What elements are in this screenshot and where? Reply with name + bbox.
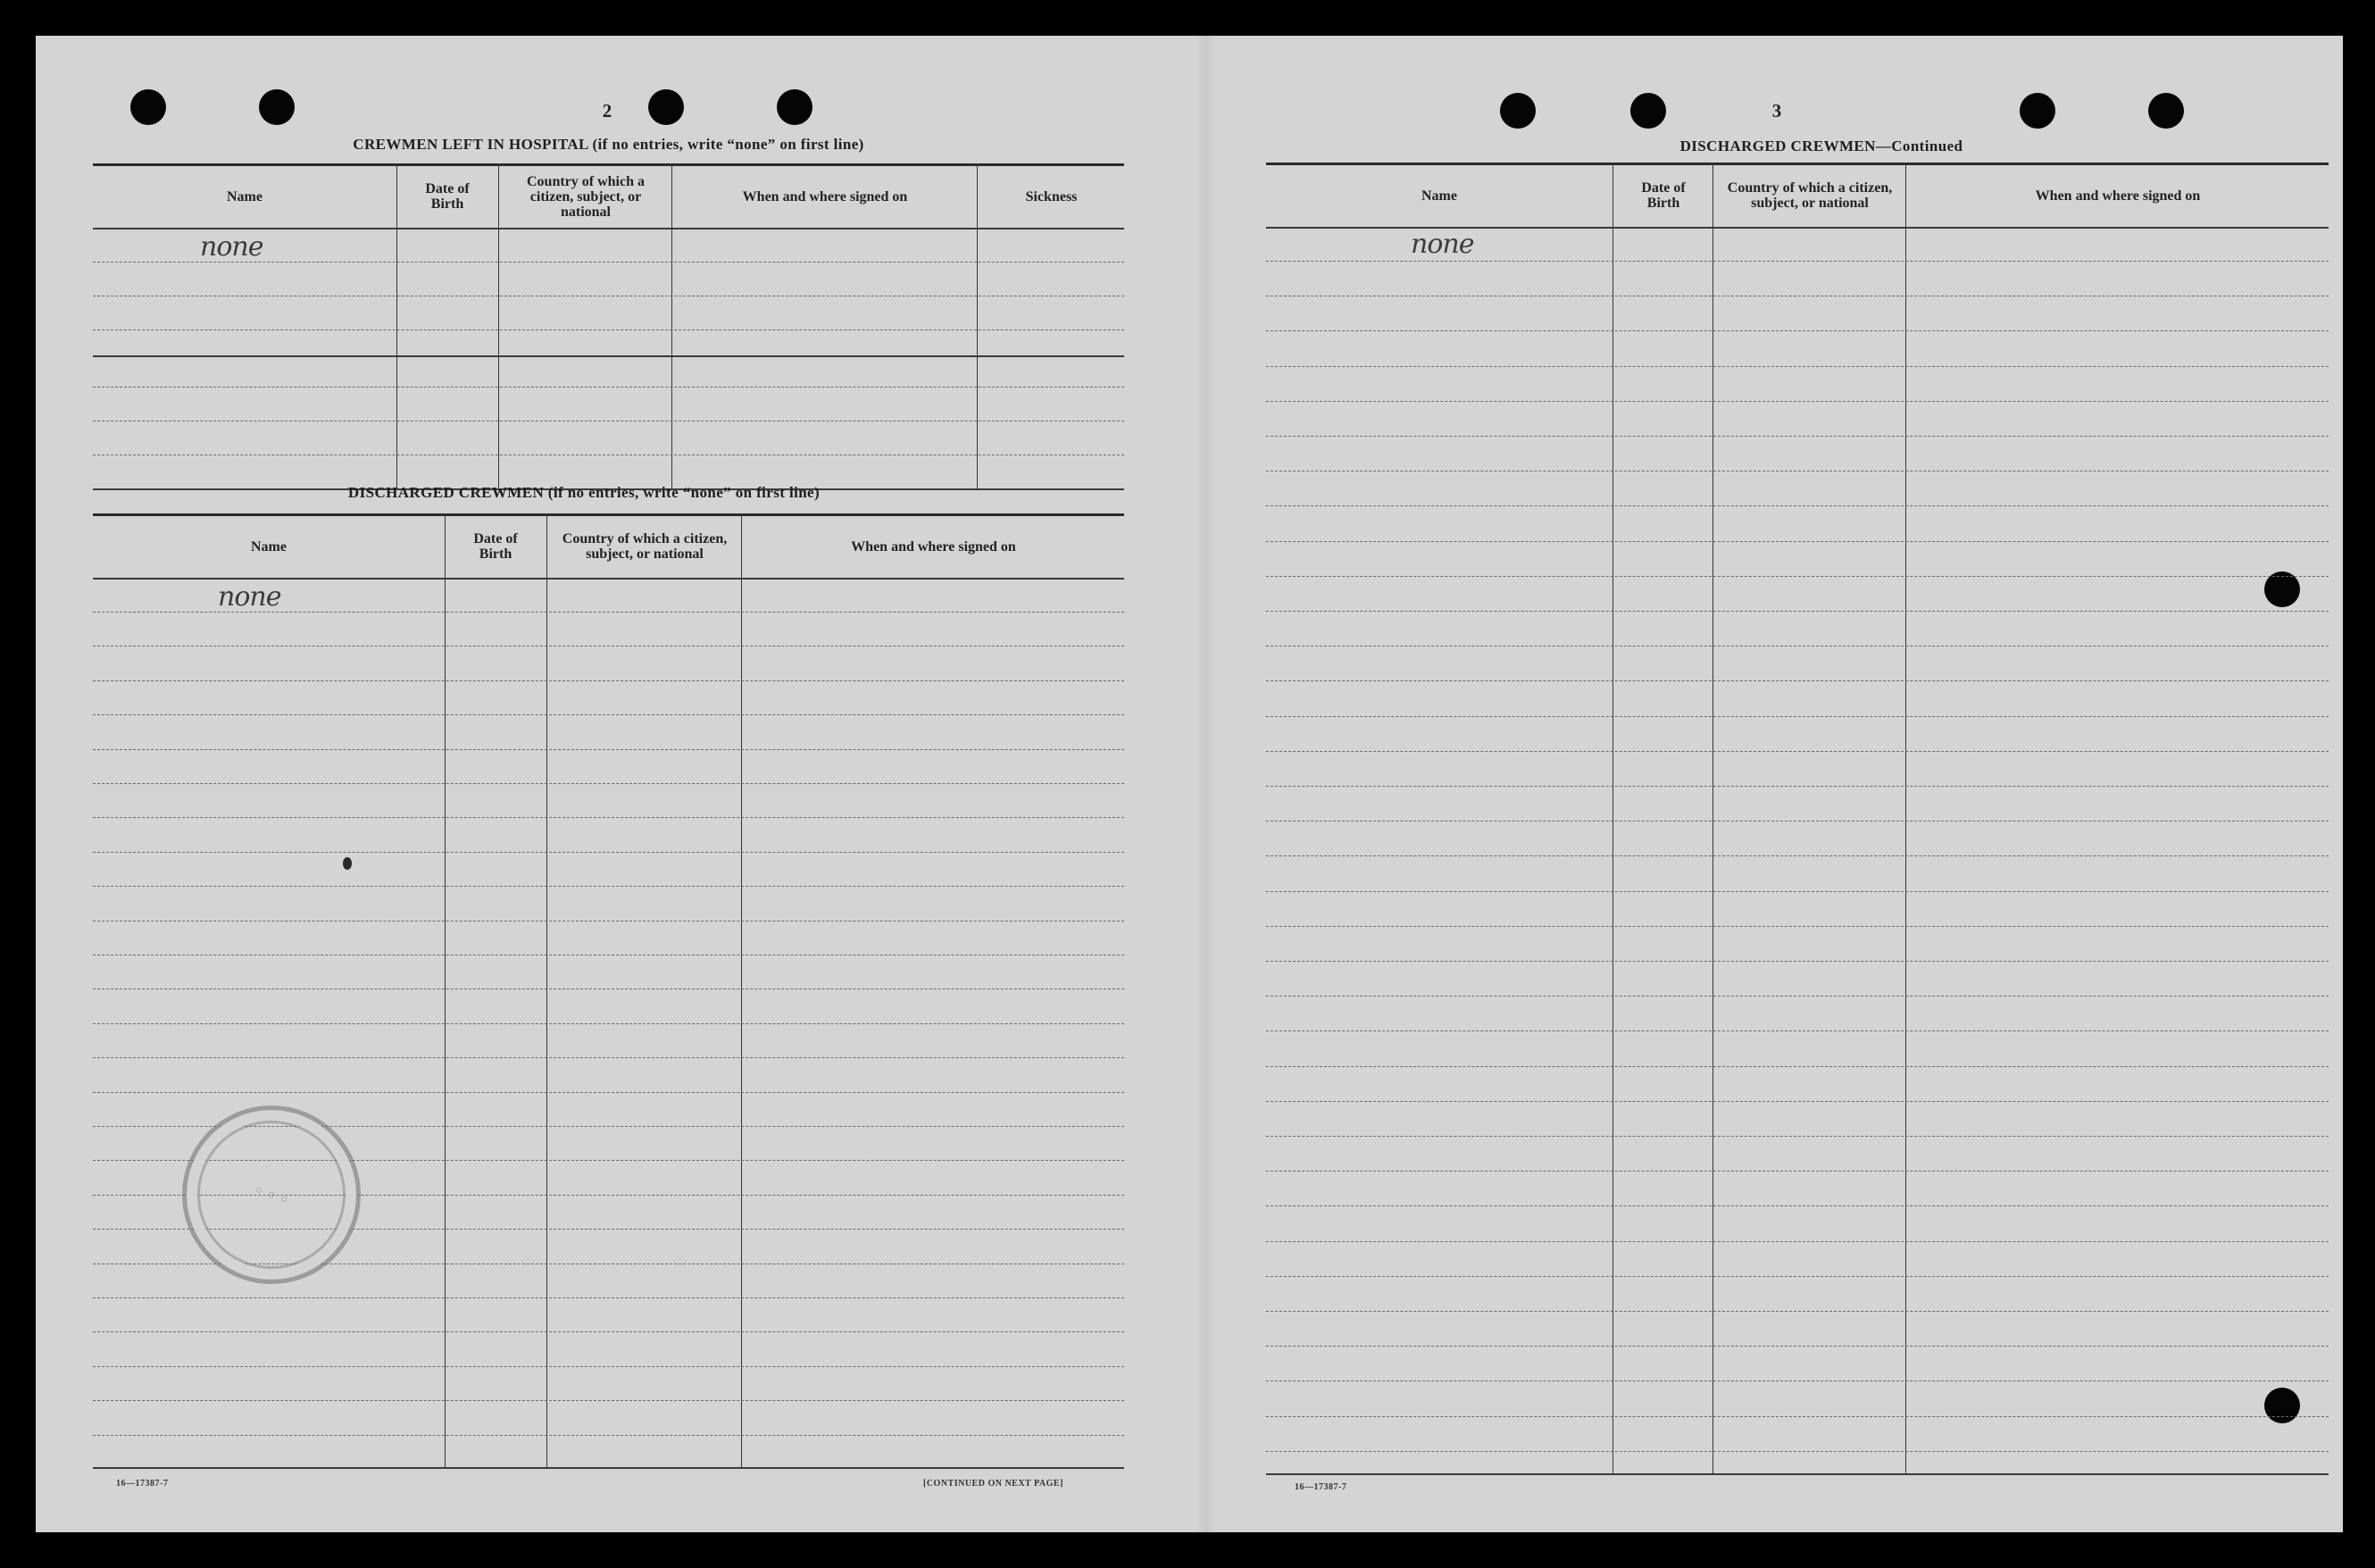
ruled-line [1266,961,2329,962]
punch-hole [2020,93,2055,129]
ruled-line [1266,996,2329,997]
punch-hole [130,89,166,125]
ruled-line [1266,401,2329,402]
ruled-line [1266,926,2329,927]
ruled-line [1266,576,2329,577]
discharged-col-name: Name [251,538,287,555]
hospital-col-name: Name [227,188,262,204]
ruled-line [1266,1066,2329,1067]
ruled-line [1266,1311,2329,1312]
page-fold [1196,36,1214,1532]
right-col-country-label: Country of which a citizen, subject, or national [1727,180,1893,211]
discharged-first-entry: none [218,581,281,613]
ruled-line [93,921,1124,922]
right-col-country [1714,164,1905,227]
ruled-line [1266,891,2329,892]
hospital-col-country-label: Country of which a citizen, subject, or national [526,173,645,220]
ruled-line [1266,541,2329,542]
ruled-line [1266,1416,2329,1417]
discharged-col-signed-on: When and where signed on [851,538,1016,555]
ruled-line [93,680,1124,681]
discharged-table-right [1266,163,2329,1475]
discharged-col-country [548,515,741,578]
punch-hole [1500,93,1536,129]
ruled-line [1266,1241,2329,1242]
punch-hole [1630,93,1666,129]
ruled-line [93,1435,1124,1436]
ruled-line [93,1331,1124,1332]
page-number-right: 3 [1771,100,1782,121]
discharged-col-date-of-birth-label: Date of Birth [473,531,518,562]
right-col-date-of-birth [1614,164,1712,227]
ruled-line [1266,680,2329,681]
form-number-left: 16—17387-7 [116,1479,169,1489]
ruled-line [93,749,1124,750]
right-col-date-of-birth-label: Date of Birth [1641,180,1686,211]
ruled-line [1266,1171,2329,1172]
ruled-line [93,714,1124,715]
discharged-continued-heading: DISCHARGED CREWMEN—Continued [1679,138,1963,154]
right-col-name: Name [1421,188,1457,204]
punch-hole [648,89,684,125]
ruled-line [93,1366,1124,1367]
ruled-line [93,612,1124,613]
ruled-line [1266,751,2329,752]
stamp-inscription: ○ ○ ○ [253,1182,290,1208]
ruled-line [1266,855,2329,856]
ruled-line [93,988,1124,989]
ruled-line [1266,261,2329,262]
page-number-left: 2 [602,100,612,121]
ruled-line [1266,505,2329,506]
punch-hole [259,89,295,125]
discharged-col-date-of-birth [446,515,545,578]
hospital-col-sickness: Sickness [1025,188,1078,204]
ruled-line [93,1057,1124,1058]
ruled-line [1266,821,2329,822]
ruled-line [93,1297,1124,1298]
ruled-line [1266,436,2329,437]
ruled-line [1266,1276,2329,1277]
punch-hole [777,89,812,125]
ruled-line [93,852,1124,853]
ruled-line [93,886,1124,887]
hospital-table [93,163,1124,490]
hospital-col-country [500,165,671,228]
discharged-col-country-label: Country of which a citizen, subject, or national [562,531,728,562]
hospital-section-heading: CREWMEN LEFT IN HOSPITAL (if no entries, write “none” on first line) [353,136,864,153]
ruled-line [1266,366,2329,367]
ruled-line [93,1400,1124,1401]
discharged-table-left [93,513,1124,1469]
ruled-line [1266,1451,2329,1452]
ruled-line [1266,1205,2329,1206]
ink-speck [343,857,352,870]
ruled-line [1266,1136,2329,1137]
ruled-line [1266,716,2329,717]
ruled-line [1266,611,2329,612]
hospital-col-signed-on: When and where signed on [742,188,908,204]
ruled-line [1266,1101,2329,1102]
ruled-line [1266,1030,2329,1031]
ruled-line [93,817,1124,818]
scanned-document [36,36,2343,1532]
discharged-section-heading: DISCHARGED CREWMEN (if no entries, write “none” on first line) [347,484,821,501]
ruled-line [1266,786,2329,787]
ruled-line [1266,1380,2329,1381]
ruled-line [1266,1346,2329,1347]
hospital-table-header-rule [93,355,1124,357]
right-col-signed-on: When and where signed on [2035,188,2201,204]
ruled-line [1266,330,2329,331]
form-number-right: 16—17387-7 [1295,1482,1347,1492]
hospital-first-entry: none [200,231,263,263]
hospital-col-date-of-birth [398,165,496,228]
ruled-line [93,1023,1124,1024]
official-stamp [182,1105,361,1284]
hospital-col-date-of-birth-label: Date of Birth [425,181,470,212]
ruled-line [93,1092,1124,1093]
continued-note: [CONTINUED ON NEXT PAGE] [923,1479,1063,1489]
right-first-entry: none [1411,229,1474,260]
punch-hole [2148,93,2184,129]
ruled-line [93,783,1124,784]
